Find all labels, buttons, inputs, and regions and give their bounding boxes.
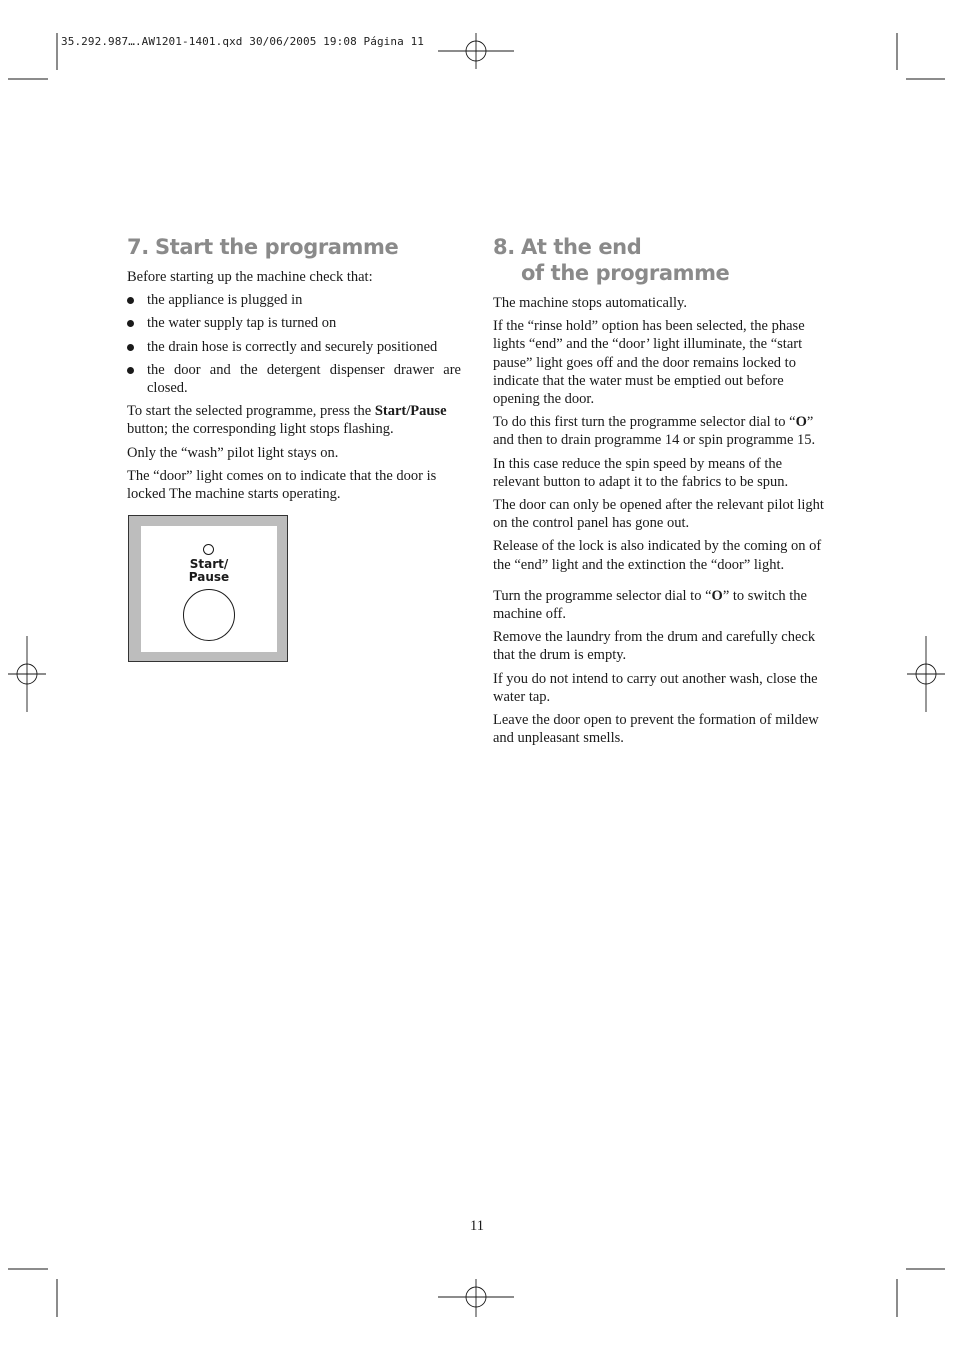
registration-mark-right [907,636,945,712]
start-pause-label: Start/ Pause [188,557,230,584]
paragraph: If the “rinse hold” option has been selected, the phase lights “end” and the “door’ light illuminate, the “start pause” light goes off and the door remains locked to indicate that the water must be emptied out before opening the door. [493,318,805,408]
paragraph: If you do not intend to carry out another wash, close the water tap. [493,670,818,705]
list-item: the water supply tap is turned on [127,314,461,332]
bullet-icon [127,344,134,351]
section-number: 7. [127,235,149,259]
paragraph: Leave the door open to prevent the formation of mildew and unpleasant smells. [493,712,819,747]
intro-text: Before starting up the machine check that: [127,269,373,285]
control-panel-illustration [128,515,288,662]
section-title-line2: of the programme [521,261,730,285]
bullet-icon [127,297,134,304]
section-title: Start the programme [155,235,399,259]
paragraph: To do this first turn the programme selector dial to “O” and then to drain programme 14 or spin programme 15. [493,414,816,449]
wash-light-text: Only the “wash” pilot light stays on. [127,444,339,461]
paragraph: Remove the laundry from the drum and carefully check that the drum is empty. [493,629,816,664]
registration-mark-bottom [438,1279,514,1317]
list-item: the door and the detergent dispenser drawer are closed. [127,361,461,397]
registration-mark-top [438,33,514,69]
door-light-text: The “door” light comes on to indicate that the door is locked The machine starts operating. [127,467,437,503]
paragraph: Release of the lock is also indicated by the coming on of the “end” light and the extinction the “door” light. [493,538,822,573]
page-number: 11 [470,1218,484,1234]
paragraph: The door can only be opened after the relevant pilot light on the control panel has gone out. [493,497,824,532]
section-heading [127,234,461,260]
section-number: 8. [493,235,515,259]
print-slug: 35.292.987….AW1201-1401.qxd 30/06/2005 19:08 Página 11 [61,35,425,48]
start-instruction: To start the selected programme, press the Start/Pause button; the corresponding light stops flashing. [127,403,447,438]
paragraph: Turn the programme selector dial to “O” to switch the machine off. [493,587,807,623]
section-heading [493,234,829,286]
start-pause-button-icon [183,589,235,641]
paragraph: In this case reduce the spin speed by means of the relevant button to adapt it to the fabrics to be spun. [493,455,789,490]
list-item: the drain hose is correctly and securely positioned [127,338,461,356]
section-start-programme [127,234,461,508]
pilot-light-icon [203,544,214,555]
paragraph: The machine stops automatically. [493,295,687,311]
registration-mark-left [8,636,46,712]
section-end-programme [493,234,829,752]
list-item: the appliance is plugged in [127,291,461,309]
checklist [127,291,461,397]
bullet-icon [127,320,134,327]
bullet-icon [127,367,134,374]
section-title-line1: At the end [521,235,642,259]
